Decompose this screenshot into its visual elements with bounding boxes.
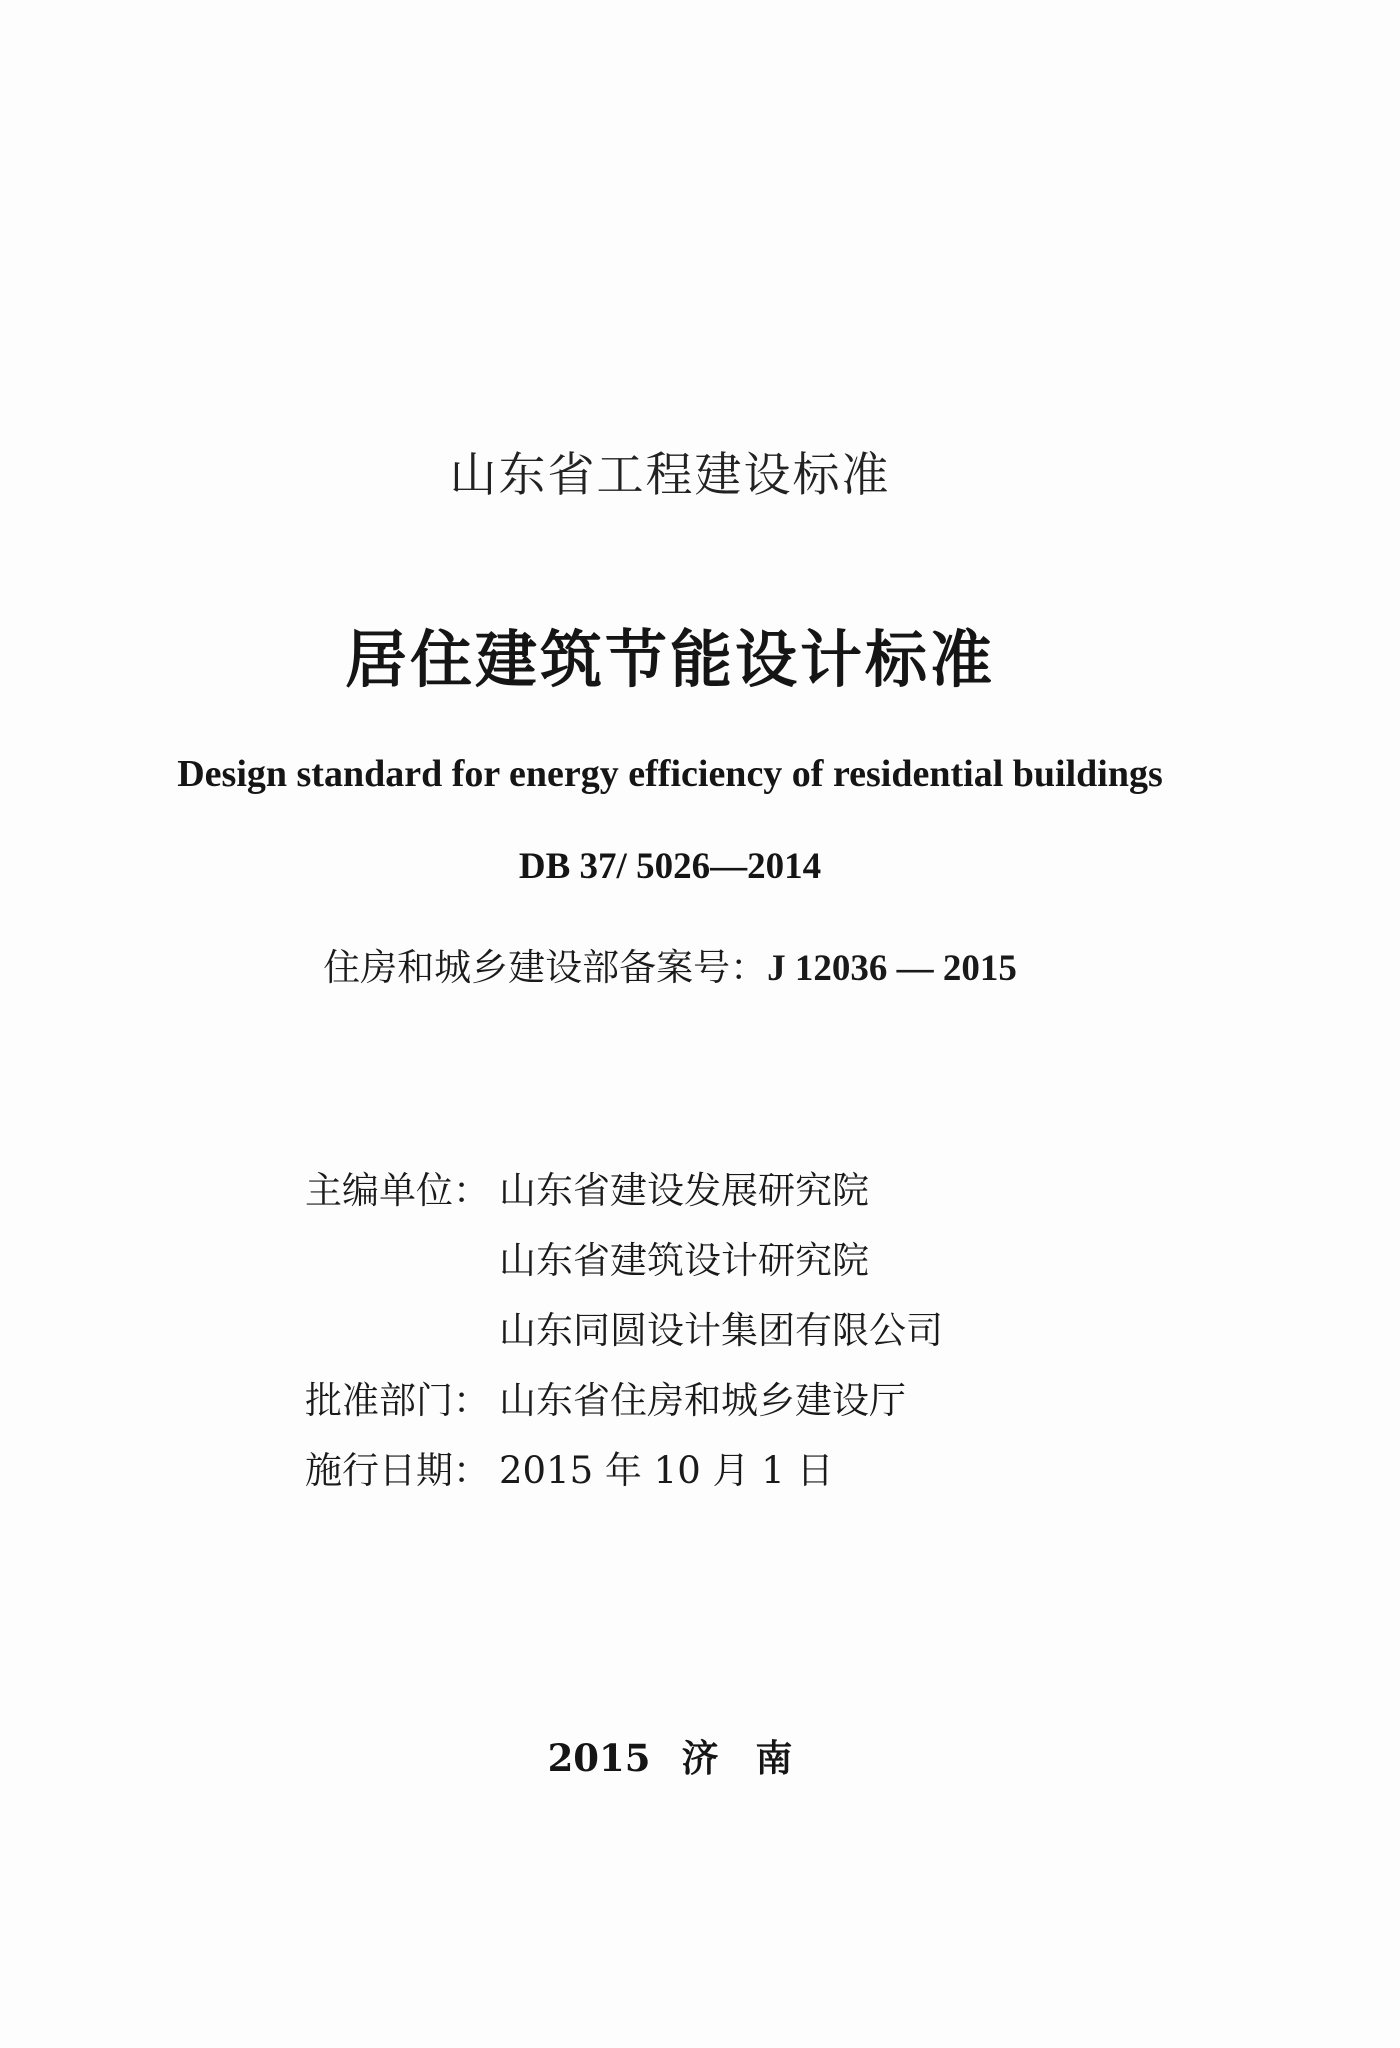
record-number-line — [0, 937, 1340, 991]
record-label: 住房和城乡建设部备案号： — [323, 946, 768, 989]
info-block — [305, 1152, 943, 1502]
publication-footer — [0, 1728, 1340, 1782]
approval-label: 批准部门： — [305, 1379, 490, 1422]
date-label: 施行日期： — [305, 1449, 490, 1492]
editor-row — [305, 1152, 943, 1222]
editor-row — [305, 1292, 943, 1362]
publication-city: 济 南 — [681, 1736, 793, 1780]
publication-year: 2015 — [547, 1736, 651, 1780]
main-title: 居住建筑节能设计标准 — [344, 623, 995, 696]
standard-number: DB 37/ 5026—2014 — [518, 846, 822, 887]
date-value: 2015 年 10 月 1 日 — [499, 1449, 834, 1492]
approval-row — [305, 1362, 943, 1432]
approval-value: 山东省住房和城乡建设厅 — [499, 1379, 906, 1422]
record-value: J 12036 — 2015 — [767, 948, 1017, 989]
english-title: Design standard for energy efficiency of residential buildings — [177, 753, 1163, 795]
editor-unit: 山东省建筑设计研究院 — [499, 1239, 869, 1282]
editor-unit: 山东同圆设计集团有限公司 — [499, 1309, 943, 1352]
date-row — [305, 1432, 943, 1502]
editor-row — [305, 1222, 943, 1292]
series-title: 山东省工程建设标准 — [449, 448, 891, 503]
editor-label: 主编单位： — [305, 1169, 490, 1212]
editor-unit: 山东省建设发展研究院 — [499, 1169, 869, 1212]
